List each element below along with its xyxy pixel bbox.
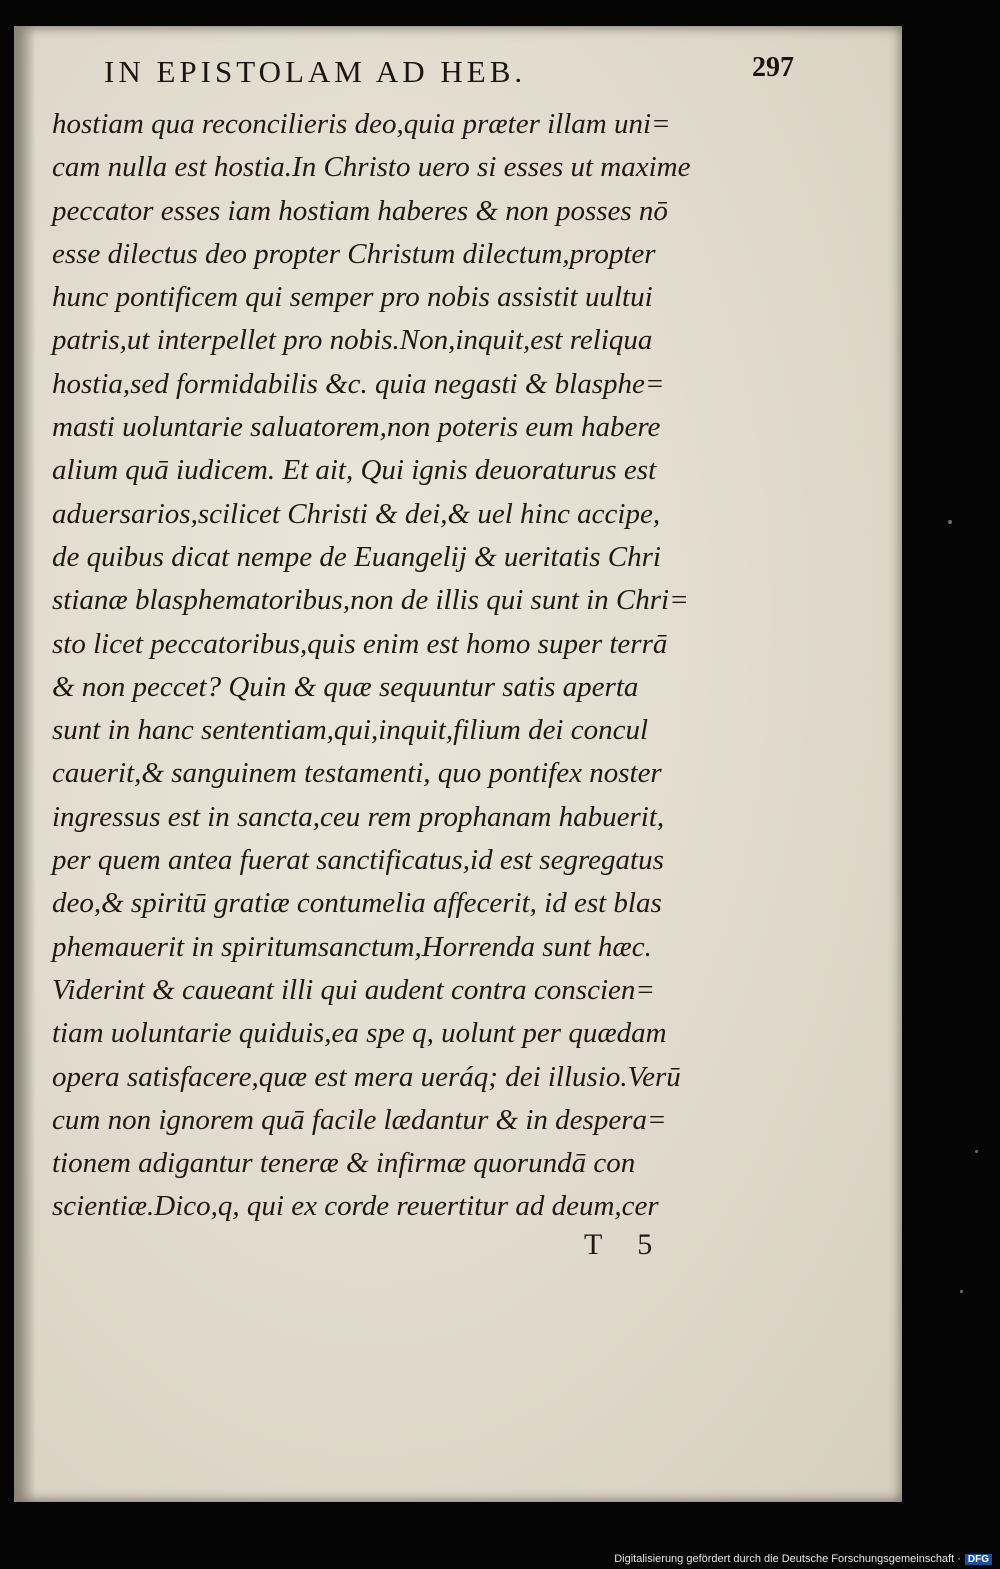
text-line: sunt in hanc sententiam,qui,inquit,filium dei concul — [52, 714, 649, 747]
text-line: phemauerit in spiritumsanctum,Horrenda sunt hæc. — [52, 930, 652, 963]
page-gutter-shadow — [14, 26, 36, 1502]
text-line: scientiæ.Dico,q, qui ex corde reuertitur ad deum,cer — [52, 1190, 659, 1223]
text-line: cum non ignorem quā facile lædantur & in despera= — [52, 1103, 667, 1136]
dfg-logo: DFG — [965, 1554, 992, 1565]
text-line: cauerit,& sanguinem testamenti, quo pontifex noster — [52, 757, 662, 790]
text-line: ingressus est in sancta,ceu rem prophanam habuerit, — [52, 800, 665, 833]
running-title: IN EPISTOLAM AD HEB. — [104, 54, 527, 89]
text-line: alium quā iudicem. Et ait, Qui ignis deuoraturus est — [52, 454, 657, 487]
dust-speck — [948, 520, 952, 524]
text-line: cam nulla est hostia.In Christo uero si esses ut maxime — [52, 151, 691, 184]
text-line: peccator esses iam hostiam haberes & non posses nō — [52, 194, 668, 227]
text-line: Viderint & caueant illi qui audent contra conscien= — [52, 973, 655, 1006]
text-line: opera satisfacere,quæ est mera ueráq; dei illusio.Verū — [52, 1060, 681, 1093]
text-line: esse dilectus deo propter Christum dilectum,propter — [52, 237, 656, 270]
text-line: patris,ut interpellet pro nobis.Non,inquit,est reliqua — [52, 324, 653, 357]
text-line: tionem adigantur teneræ & infirmæ quorundā con — [52, 1147, 636, 1180]
dust-speck — [960, 1290, 963, 1293]
text-line: tiam uoluntarie quiduis,ea spe q, uolunt per quædam — [52, 1017, 667, 1050]
text-line: stianæ blasphematoribus,non de illis qui sunt in Chri= — [52, 584, 689, 617]
text-line: de quibus dicat nempe de Euangelij & ueritatis Chri — [52, 540, 661, 573]
text-line: hostia,sed formidabilis &c. quia negasti & blasphe= — [52, 367, 665, 400]
text-line: deo,& spiritū gratiæ contumelia affecerit, id est blas — [52, 887, 662, 920]
text-line: hostiam qua reconcilieris deo,quia præter illam uni= — [52, 108, 671, 140]
signature-mark: T 5 — [584, 1228, 667, 1261]
text-line: per quem antea fuerat sanctificatus,id est segregatus — [52, 844, 664, 877]
credit-text: Digitalisierung gefördert durch die Deutsche Forschungsgemeinschaft · — [614, 1553, 961, 1565]
text-line: hunc pontificem qui semper pro nobis assistit uultui — [52, 281, 653, 314]
folio-number: 297 — [752, 52, 794, 83]
text-line: sto licet peccatoribus,quis enim est homo super terrā — [52, 627, 668, 660]
text-line: masti uoluntarie saluatorem,non poteris eum habere — [52, 411, 661, 444]
digitization-credit — [614, 1553, 992, 1565]
text-line: & non peccet? Quin & quæ sequuntur satis aperta — [52, 670, 639, 703]
text-line: aduersarios,scilicet Christi & dei,& uel hinc accipe, — [52, 497, 661, 530]
body-text — [52, 103, 764, 1229]
dust-speck — [975, 1150, 978, 1153]
